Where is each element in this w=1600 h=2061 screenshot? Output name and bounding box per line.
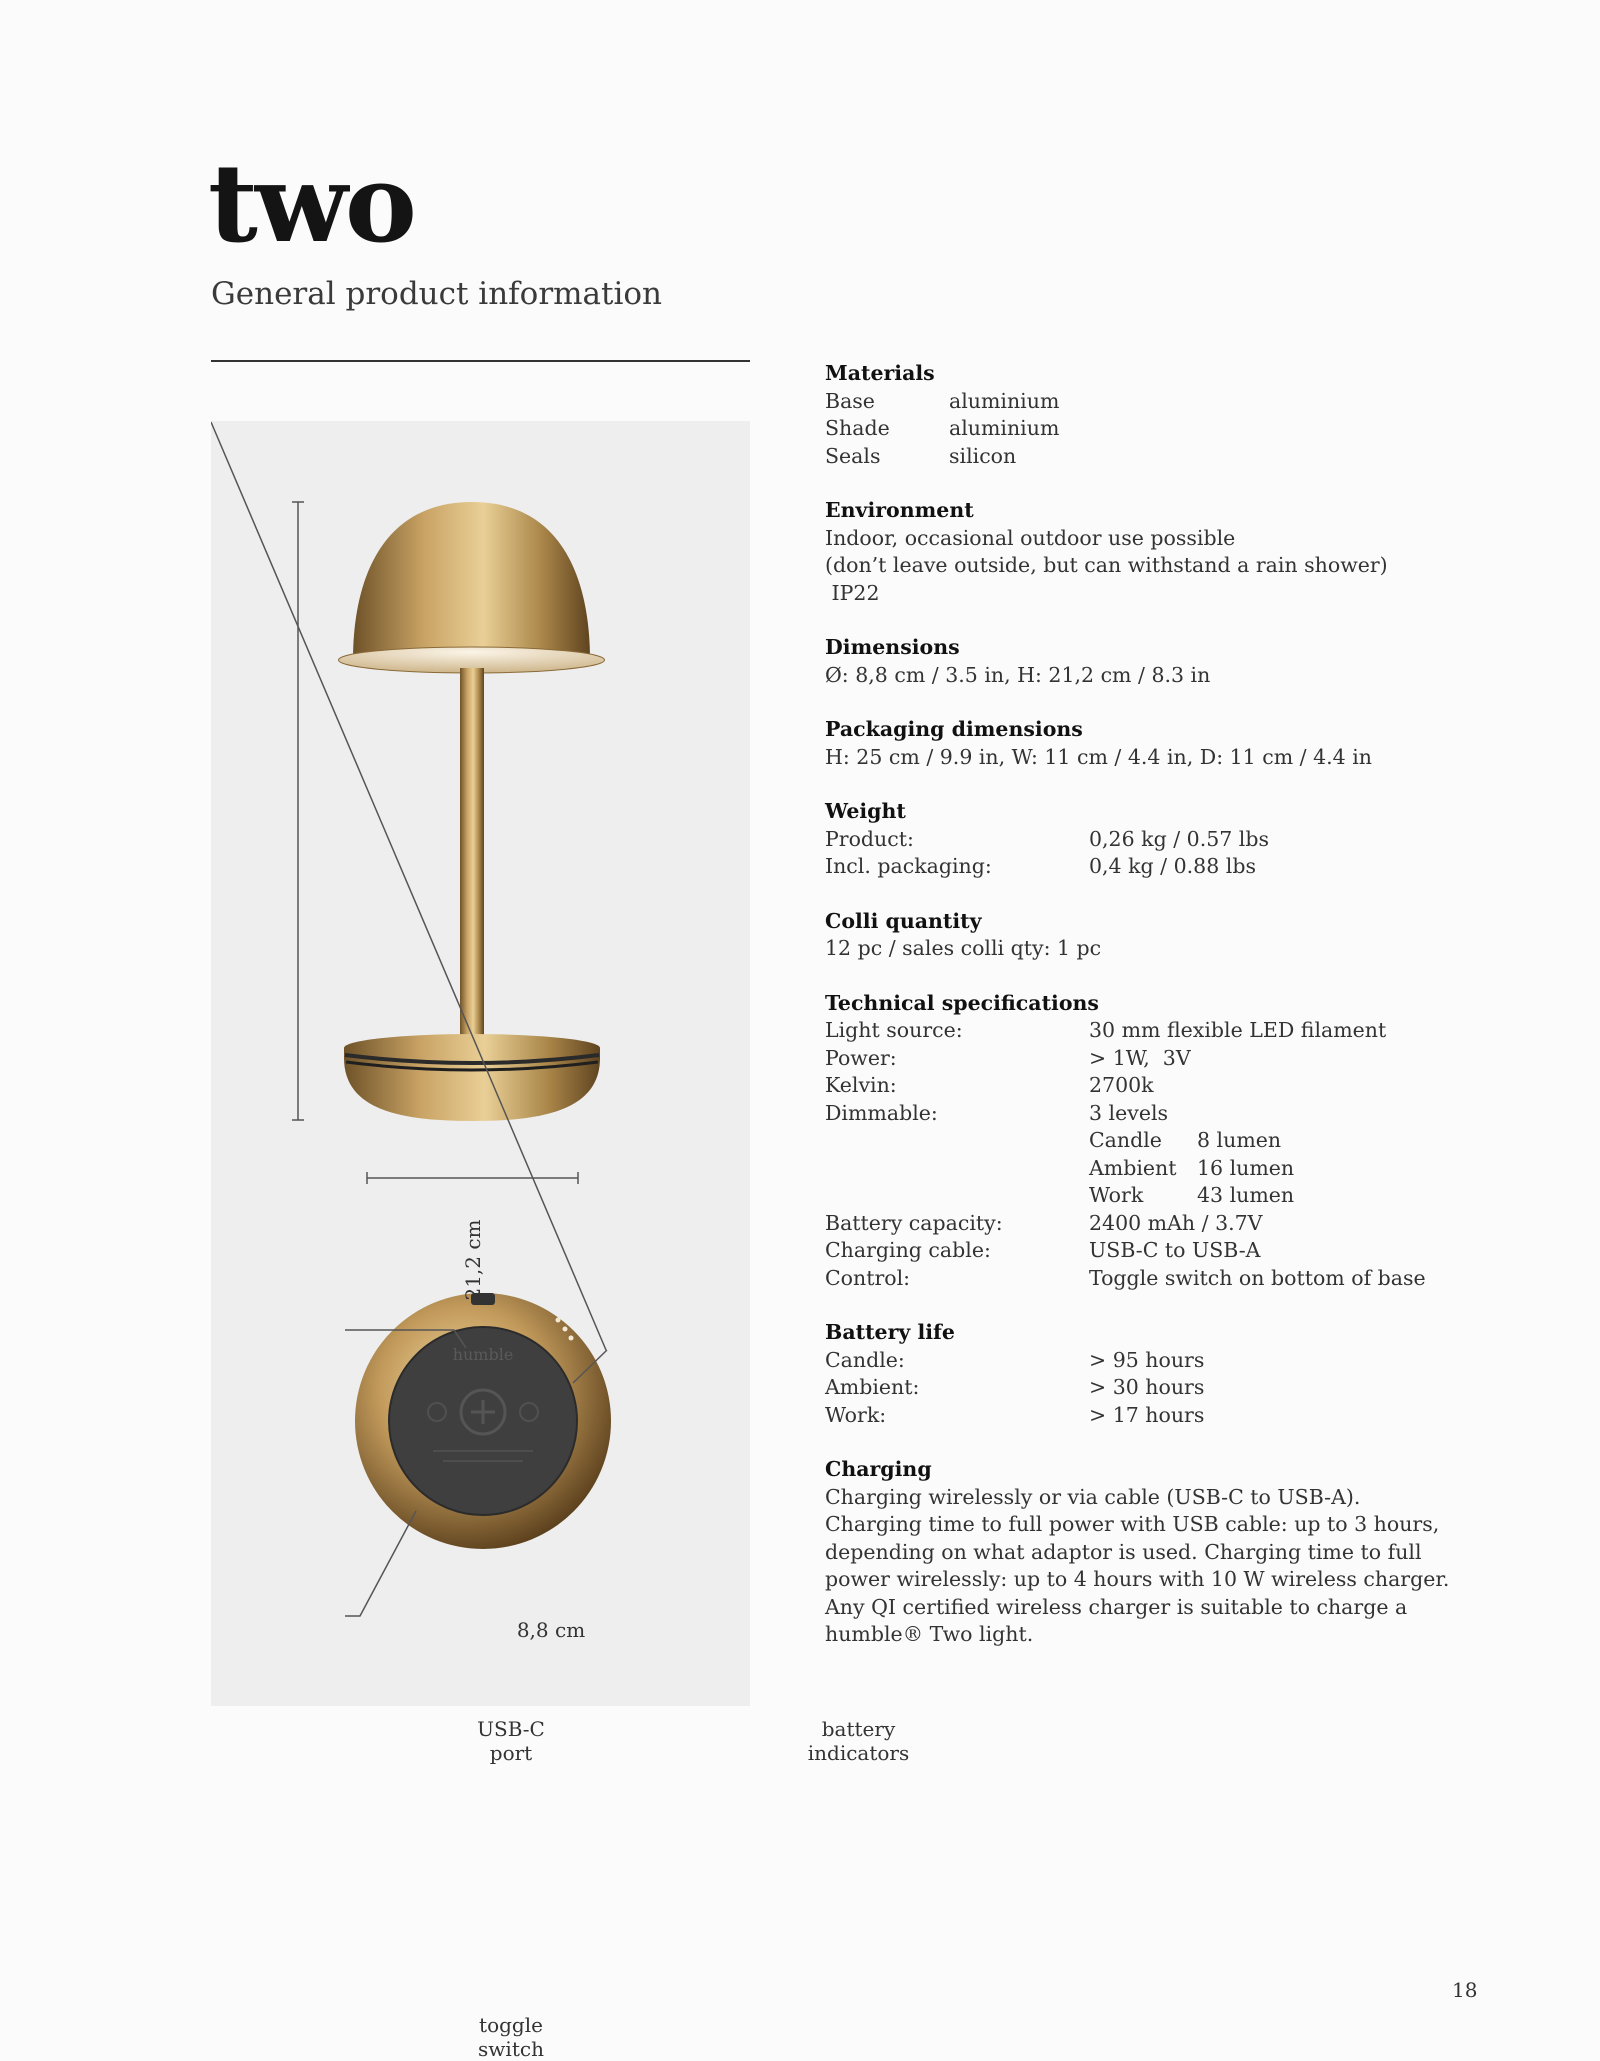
- spec-row: [825, 1265, 1465, 1293]
- section-heading: Colli quantity: [825, 908, 982, 933]
- section-heading: Technical specifications: [825, 990, 1099, 1015]
- spec-key: Work:: [825, 1402, 887, 1427]
- spec-key: Ambient:: [825, 1375, 920, 1399]
- section-heading: Environment: [825, 498, 974, 522]
- section-heading: Weight: [825, 799, 906, 823]
- spec-line: H: 25 cm / 9.9 in, W: 11 cm / 4.4 in, D: 11 cm / 4.4 in: [825, 744, 1372, 769]
- level-lumen: 43 lumen: [1197, 1183, 1295, 1207]
- spec-row: [825, 853, 1465, 881]
- spec-value: Toggle switch on bottom of base: [1089, 1265, 1426, 1290]
- title-divider: [211, 360, 750, 362]
- base-logo: humble: [452, 1345, 514, 1364]
- battery-life-section: [825, 1319, 1465, 1429]
- spec-key: Seals: [825, 443, 881, 468]
- spec-value: > 17 hours: [1089, 1402, 1205, 1427]
- section-heading: Charging: [825, 1457, 932, 1481]
- spec-key: Incl. packaging:: [825, 854, 992, 878]
- spec-row: [825, 388, 1465, 416]
- spec-value: silicon: [949, 443, 1017, 468]
- dimming-level: [1089, 1127, 1465, 1155]
- battery-indicator: [556, 1318, 561, 1323]
- lamp-shade: [339, 502, 605, 673]
- packaging-section: [825, 716, 1465, 771]
- spec-sheet: [825, 360, 1465, 1676]
- spec-key: Base: [825, 388, 875, 413]
- spec-value: 0,4 kg / 0.88 lbs: [1089, 854, 1256, 878]
- level-lumen: 8 lumen: [1197, 1128, 1282, 1152]
- spec-key: Product:: [825, 826, 914, 851]
- section-heading: Battery life: [825, 1320, 955, 1344]
- spec-value: aluminium: [949, 416, 1060, 440]
- weight-section: [825, 798, 1465, 881]
- spec-value: > 1W, 3V: [1089, 1045, 1191, 1070]
- environment-section: [825, 497, 1465, 607]
- spec-row: [825, 1402, 1465, 1430]
- spec-row: [825, 1100, 1465, 1128]
- materials-section: [825, 360, 1465, 470]
- spec-key: Shade: [825, 416, 890, 440]
- spec-value: > 30 hours: [1089, 1375, 1205, 1399]
- section-heading: Packaging dimensions: [825, 717, 1083, 741]
- dimensions-section: [825, 634, 1465, 689]
- dimming-level: [1089, 1155, 1465, 1183]
- spec-key: Candle:: [825, 1347, 905, 1372]
- spec-key: Battery capacity:: [825, 1210, 1003, 1235]
- spec-line: Charging time to full power with USB cable: up to 3 hours,: [825, 1512, 1440, 1536]
- spec-row: [825, 1017, 1465, 1045]
- height-dimension-line: [292, 502, 304, 1120]
- lamp-base: [344, 1034, 600, 1121]
- spec-key: Power:: [825, 1045, 897, 1070]
- spec-key: Dimmable:: [825, 1100, 938, 1125]
- colli-section: [825, 908, 1465, 963]
- spec-value: 0,26 kg / 0.57 lbs: [1089, 826, 1270, 851]
- lamp-illustration: [211, 421, 750, 1706]
- page-number: 18: [1452, 1978, 1478, 2002]
- battery-indicator: [569, 1336, 574, 1341]
- spec-row: [825, 415, 1465, 443]
- level-name: Candle: [1089, 1128, 1162, 1152]
- dimming-levels: [825, 1127, 1465, 1210]
- width-label: 8,8 cm: [516, 1618, 586, 1642]
- spec-key: Kelvin:: [825, 1073, 897, 1097]
- usb-c-port-label: USB-C port: [477, 1717, 545, 1765]
- technical-section: [825, 990, 1465, 1293]
- spec-value: 2700k: [1089, 1073, 1154, 1097]
- spec-row: [825, 443, 1465, 471]
- spec-line: IP22: [825, 580, 880, 605]
- toggle-switch-label: toggle switch: [478, 2013, 544, 2061]
- spec-line: (don’t leave outside, but can withstand a rain shower): [825, 553, 1388, 577]
- spec-value: aluminium: [949, 388, 1060, 413]
- spec-row: [825, 826, 1465, 854]
- battery-indicator: [563, 1327, 568, 1332]
- battery-indicators-label: battery indicators: [807, 1717, 910, 1765]
- spec-key: Control:: [825, 1265, 911, 1290]
- spec-line: humble® Two light.: [825, 1622, 1034, 1646]
- spec-value: 2400 mAh / 3.7V: [1089, 1210, 1263, 1235]
- spec-row: [825, 1237, 1465, 1265]
- spec-row: [825, 1072, 1465, 1100]
- spec-line: 12 pc / sales colli qty: 1 pc: [825, 936, 1102, 960]
- spec-row: [825, 1347, 1465, 1375]
- spec-line: Ø: 8,8 cm / 3.5 in, H: 21,2 cm / 8.3 in: [825, 662, 1211, 687]
- spec-line: power wirelessly: up to 4 hours with 10 W wireless charger.: [825, 1567, 1450, 1591]
- spec-row: [825, 1210, 1465, 1238]
- dimming-level: [1089, 1182, 1465, 1210]
- spec-line: Indoor, occasional outdoor use possible: [825, 525, 1236, 550]
- spec-line: Charging wirelessly or via cable (USB-C to USB-A).: [825, 1484, 1361, 1509]
- height-label: 21,2 cm: [461, 1219, 485, 1301]
- page-title: two: [208, 141, 414, 267]
- spec-value: > 95 hours: [1089, 1347, 1205, 1372]
- spec-row: [825, 1045, 1465, 1073]
- spec-value: 30 mm flexible LED filament: [1089, 1018, 1387, 1042]
- spec-row: [825, 1374, 1465, 1402]
- spec-key: Charging cable:: [825, 1238, 991, 1262]
- section-heading: Dimensions: [825, 635, 960, 659]
- section-heading: Materials: [825, 361, 935, 385]
- spec-line: depending on what adaptor is used. Charging time to full: [825, 1539, 1422, 1564]
- spec-line: Any QI certified wireless charger is suitable to charge a: [825, 1594, 1408, 1619]
- page-subtitle: General product information: [211, 276, 663, 312]
- level-name: Work: [1089, 1183, 1144, 1207]
- spec-value: 3 levels: [1089, 1100, 1169, 1125]
- spec-value: USB-C to USB-A: [1089, 1238, 1261, 1262]
- level-name: Ambient: [1089, 1155, 1177, 1180]
- level-lumen: 16 lumen: [1197, 1155, 1295, 1180]
- lamp-stem: [460, 668, 484, 1046]
- spec-key: Light source:: [825, 1018, 963, 1042]
- charging-section: [825, 1456, 1465, 1649]
